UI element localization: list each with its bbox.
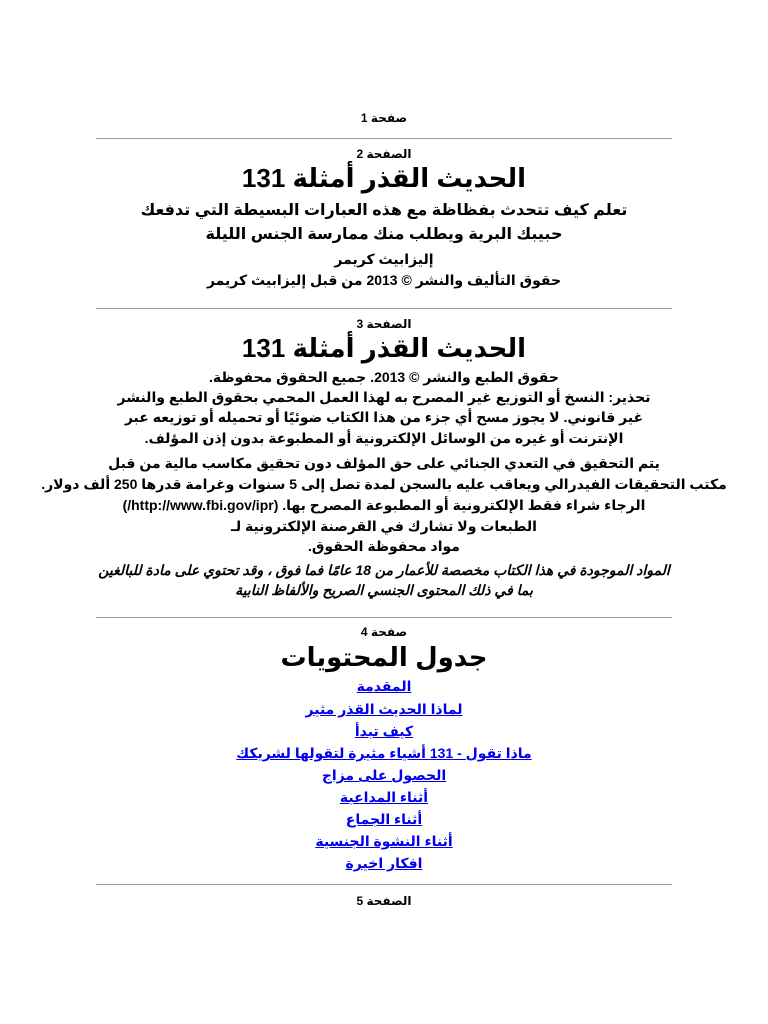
page-3-text-line-4: الإنترنت أو غيره من الوسائل الإلكترونية أو المطبوعة بدون إذن المؤلف. bbox=[144, 430, 624, 446]
page-3-text-line-5: يتم التحقيق في التعدي الجنائي على حق المؤلف دون تحقيق مكاسب مالية من قبل bbox=[108, 455, 660, 471]
page-3-text-line-9: مواد محفوظة الحقوق. bbox=[308, 538, 460, 554]
page-2-label: الصفحة 2 bbox=[356, 147, 412, 161]
toc-link-intercourse[interactable]: أثناء الجماع bbox=[345, 811, 423, 827]
page-divider bbox=[96, 617, 672, 618]
page-2-title: الحديث القذر أمثلة 131 bbox=[241, 163, 527, 193]
toc-link-foreplay[interactable]: أثناء المداعبة bbox=[339, 789, 429, 805]
page-3-text-line-8: الطبعات ولا تشارك في القرصنة الإلكترونية لـ bbox=[231, 518, 537, 534]
page-3-warning-line-2: بما في ذلك المحتوى الجنسي الصريح والألفاظ النابية bbox=[235, 582, 533, 598]
page-divider bbox=[96, 884, 672, 885]
page-3-text-line-6: مكتب التحقيقات الفيدرالي ويعاقب عليه بالسجن لمدة تصل إلى 5 سنوات وغرامة قدرها 250 ألف دولار. bbox=[41, 476, 727, 492]
page-3-text-line-7: الرجاء شراء فقط الإلكترونية أو المطبوعة المصرح بها. (http://www.fbi.gov/ipr/) bbox=[122, 497, 646, 513]
toc-link-why-exciting[interactable]: لماذا الحديث القذر مثير bbox=[305, 701, 463, 717]
page-3-label: الصفحة 3 bbox=[356, 317, 412, 331]
page-divider bbox=[96, 138, 672, 139]
page-1-label: صفحة 1 bbox=[360, 111, 408, 125]
toc-title: جدول المحتويات bbox=[280, 642, 488, 672]
toc-link-how-to-start[interactable]: كيف تبدأ bbox=[354, 723, 414, 739]
toc-link-introduction[interactable]: المقدمة bbox=[356, 678, 412, 694]
toc-link-final-thoughts[interactable]: افكار اخيرة bbox=[345, 855, 423, 871]
toc-link-orgasm[interactable]: أثناء النشوة الجنسية bbox=[315, 833, 453, 849]
toc-link-getting-in-mood[interactable]: الحصول على مزاج bbox=[321, 767, 447, 783]
page-3-text-line-2: تحذير: النسخ أو التوزيع غير المصرح به لهذا العمل المحمي بحقوق الطبع والنشر bbox=[117, 389, 651, 405]
page-5-label: الصفحة 5 bbox=[356, 894, 412, 908]
toc-list bbox=[40, 678, 728, 696]
toc-link-what-to-say[interactable]: ماذا تقول - 131 أشياء مثيرة لتقولها لشريكك bbox=[236, 745, 532, 761]
page-2-subtitle-line-1: تعلم كيف تتحدث بفظاظة مع هذه العبارات البسيطة التي تدفعك bbox=[140, 202, 628, 219]
page-2-author: إليزابيث كريمر bbox=[334, 251, 434, 267]
page-4-label: صفحة 4 bbox=[360, 625, 408, 639]
page-3-warning-line-1: المواد الموجودة في هذا الكتاب مخصصة للأعمار من 18 عامًا فما فوق ، وقد تحتوي على مادة للبالغين bbox=[98, 562, 670, 578]
page-3-title: الحديث القذر أمثلة 131 bbox=[241, 333, 527, 363]
page-3-text-line-3: غير قانوني. لا يجوز مسح أي جزء من هذا الكتاب ضوئيًا أو تحميله أو توزيعه عبر bbox=[124, 409, 644, 425]
page-3-text-line-1: حقوق الطبع والنشر © 2013. جميع الحقوق محفوظة. bbox=[209, 369, 559, 385]
page-2-subtitle-line-2: حبيبك البرية ويطلب منك ممارسة الجنس الليلة bbox=[205, 226, 563, 243]
page-divider bbox=[96, 308, 672, 309]
page-2-copyright: حقوق التأليف والنشر © 2013 من قبل إليزابيث كريمر bbox=[206, 272, 562, 288]
